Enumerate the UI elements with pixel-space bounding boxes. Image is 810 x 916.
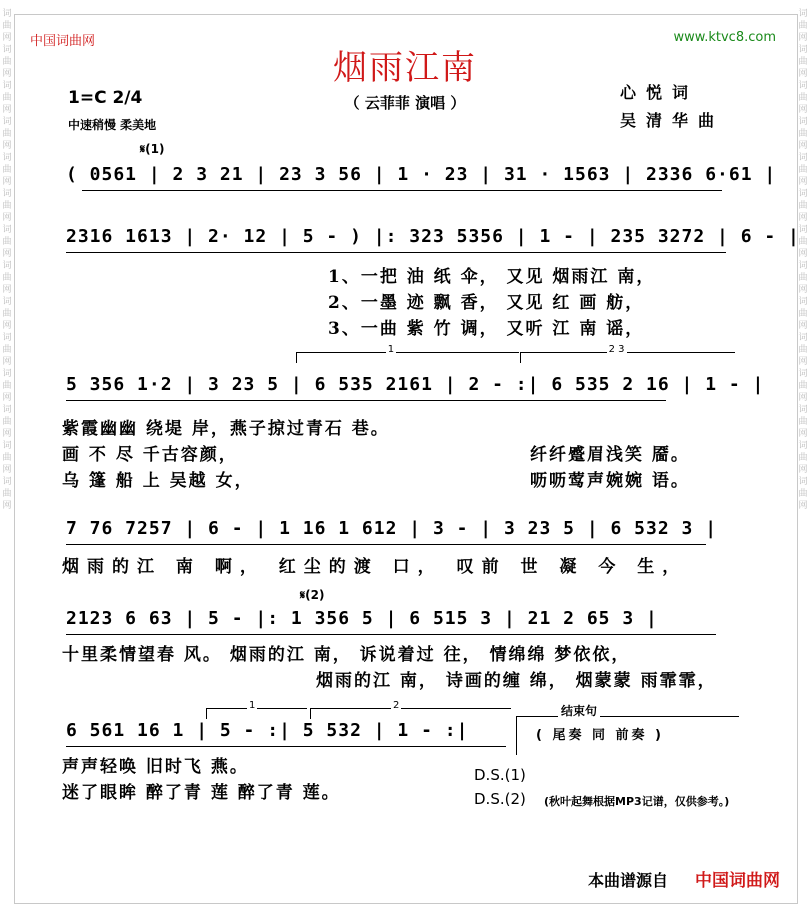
- verse-2-line-2: 2、一墨 迹 飘 香， 又见 红 画 舫，: [328, 293, 645, 313]
- composer-credit: 吴清华曲: [620, 111, 725, 130]
- score-line-4: 7 76 7257 | 6 - | 1 16 1 612 | 3 - | 3 23 5 | 6 532 3 |: [66, 518, 718, 539]
- volta-1-line-6: 1: [206, 708, 307, 719]
- verse-1-line-3: 紫霞幽幽 绕堤 岸，燕子掠过青石 巷。: [62, 419, 390, 439]
- verse-2-line-3: 画 不 尽 千古容颜，: [62, 445, 238, 465]
- beam-line-2: [66, 252, 726, 253]
- volta-1-line-3: 1: [296, 352, 519, 363]
- ending-label: 结束句: [558, 702, 600, 719]
- score-line-5: 2123 6 63 | 5 - |: 1 356 5 | 6 515 3 | 21 2 65 3 |: [66, 608, 658, 629]
- site-name-left[interactable]: 中国词曲网: [30, 34, 96, 49]
- segno-1: 𝄋(1): [140, 142, 165, 156]
- beam-line-5: [66, 634, 716, 635]
- verse-3-line-3: 乌 篷 船 上 吴越 女，: [62, 471, 254, 491]
- ds-1: D.S.(1): [474, 766, 526, 784]
- verse-1-line-2: 1、一把 油 纸 伞， 又见 烟雨江 南，: [328, 267, 656, 287]
- lyric-line-6b: 迷了眼眸 醉了青 莲 醉了青 莲。: [62, 783, 341, 803]
- beam-line-3: [66, 400, 666, 401]
- score-line-6: 6 561 16 1 | 5 - :| 5 532 | 1 - :|: [66, 720, 469, 741]
- lyric-line-5a: 十里柔情望春 风。 烟雨的江 南， 诉说着过 往， 情绵绵 梦依依，: [62, 645, 631, 665]
- lyric-line-5b: 烟雨的江 南， 诗画的缠 绵， 烟蒙蒙 雨霏霏，: [316, 671, 717, 691]
- ds-2: D.S.(2): [474, 790, 526, 808]
- left-watermark: 词曲网词曲网词曲网词曲网词曲网词曲网词曲网词曲网词曲网词曲网词曲网词曲网词曲网词曲网: [2, 9, 12, 511]
- volta-2-line-3: 2 3: [520, 352, 735, 363]
- verse-3-right-line-3: 呖呖莺声婉婉 语。: [530, 471, 690, 491]
- volta-2-line-6: 2: [310, 708, 511, 719]
- verse-2-right-line-3: 纤纤蹙眉浅笑 靥。: [530, 445, 690, 465]
- lyric-line-6a: 声声轻唤 旧时飞 燕。: [62, 757, 249, 777]
- tempo-marking: 中速稍慢 柔美地: [68, 118, 157, 132]
- site-url-right[interactable]: www.ktvc8.com: [673, 30, 776, 45]
- song-title: 烟雨江南: [333, 48, 477, 88]
- transcription-note: (秋叶起舞根据MP3记谱，仅供参考。): [544, 795, 730, 808]
- beam-line-4: [66, 544, 706, 545]
- beam-line-1: [82, 190, 722, 191]
- verse-3-line-2: 3、一曲 紫 竹 调， 又听 江 南 谣，: [328, 319, 645, 339]
- ending-instruction: ( 尾奏 同 前奏 ): [536, 728, 664, 743]
- score-line-3: 5 356 1·2 | 3 23 5 | 6 535 2161 | 2 - :| 6 535 2 16 | 1 - |: [66, 374, 765, 395]
- right-watermark: 词曲网词曲网词曲网词曲网词曲网词曲网词曲网词曲网词曲网词曲网词曲网词曲网词曲网词曲网: [798, 9, 808, 511]
- lyric-line-4: 烟雨的江 南 啊， 红尘的渡 口， 叹前 世 凝 今 生，: [62, 557, 688, 577]
- singer-credit: （ 云菲菲 演唱 ）: [344, 94, 466, 112]
- score-line-1: ( 0561 | 2 3 21 | 23 3 56 | 1 · 23 | 31 · 1563 | 2336 6·61 |: [66, 164, 777, 185]
- score-line-2: 2316 1613 | 2· 12 | 5 - ) |: 323 5356 | 1 - | 235 3272 | 6 - |: [66, 226, 800, 247]
- beam-line-6: [66, 746, 506, 747]
- source-site-link[interactable]: 中国词曲网: [695, 871, 780, 891]
- lyricist-credit: 心悦词: [620, 83, 699, 102]
- key-signature: 1=C 2/4: [68, 88, 143, 108]
- segno-2: 𝄋(2): [300, 588, 325, 602]
- source-label: 本曲谱源自: [587, 871, 668, 890]
